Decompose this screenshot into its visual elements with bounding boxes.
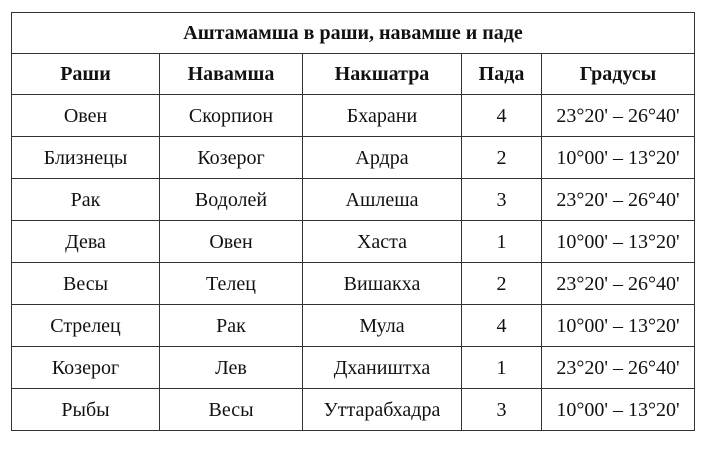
cell-nakshatra: Дхаништха (303, 347, 462, 389)
header-pada: Пада (462, 54, 542, 95)
ashtamamsha-table (11, 12, 695, 431)
cell-navamsha: Телец (160, 263, 303, 305)
cell-rashi: Стрелец (12, 305, 160, 347)
document-table-container (11, 12, 694, 431)
table-header-row (12, 54, 695, 95)
cell-rashi: Весы (12, 263, 160, 305)
cell-degrees: 23°20' – 26°40' (542, 347, 695, 389)
header-degrees: Градусы (542, 54, 695, 95)
cell-rashi: Рак (12, 179, 160, 221)
cell-navamsha: Лев (160, 347, 303, 389)
cell-rashi: Козерог (12, 347, 160, 389)
table-title-row (12, 13, 695, 54)
cell-nakshatra: Ашлеша (303, 179, 462, 221)
cell-rashi: Дева (12, 221, 160, 263)
cell-pada: 2 (462, 137, 542, 179)
header-nakshatra: Накшатра (303, 54, 462, 95)
table-row (12, 263, 695, 305)
cell-rashi: Рыбы (12, 389, 160, 431)
cell-pada: 4 (462, 95, 542, 137)
cell-pada: 2 (462, 263, 542, 305)
cell-pada: 1 (462, 221, 542, 263)
table-row (12, 137, 695, 179)
cell-pada: 3 (462, 179, 542, 221)
cell-navamsha: Водолей (160, 179, 303, 221)
cell-navamsha: Рак (160, 305, 303, 347)
cell-nakshatra: Мула (303, 305, 462, 347)
cell-degrees: 23°20' – 26°40' (542, 263, 695, 305)
cell-navamsha: Скорпион (160, 95, 303, 137)
cell-navamsha: Козерог (160, 137, 303, 179)
cell-degrees: 10°00' – 13°20' (542, 305, 695, 347)
table-title: Аштамамша в раши, навамше и паде (12, 13, 695, 54)
cell-degrees: 10°00' – 13°20' (542, 221, 695, 263)
table-row (12, 389, 695, 431)
cell-degrees: 10°00' – 13°20' (542, 137, 695, 179)
cell-pada: 3 (462, 389, 542, 431)
table-row (12, 347, 695, 389)
header-navamsha: Навамша (160, 54, 303, 95)
table-row (12, 95, 695, 137)
table-row (12, 221, 695, 263)
cell-nakshatra: Бхарани (303, 95, 462, 137)
cell-pada: 1 (462, 347, 542, 389)
cell-degrees: 10°00' – 13°20' (542, 389, 695, 431)
cell-degrees: 23°20' – 26°40' (542, 179, 695, 221)
cell-pada: 4 (462, 305, 542, 347)
cell-degrees: 23°20' – 26°40' (542, 95, 695, 137)
cell-nakshatra: Ардра (303, 137, 462, 179)
cell-nakshatra: Уттарабхадра (303, 389, 462, 431)
cell-nakshatra: Хаста (303, 221, 462, 263)
cell-rashi: Близнецы (12, 137, 160, 179)
cell-nakshatra: Вишакха (303, 263, 462, 305)
header-rashi: Раши (12, 54, 160, 95)
table-row (12, 179, 695, 221)
cell-navamsha: Весы (160, 389, 303, 431)
cell-navamsha: Овен (160, 221, 303, 263)
cell-rashi: Овен (12, 95, 160, 137)
table-row (12, 305, 695, 347)
